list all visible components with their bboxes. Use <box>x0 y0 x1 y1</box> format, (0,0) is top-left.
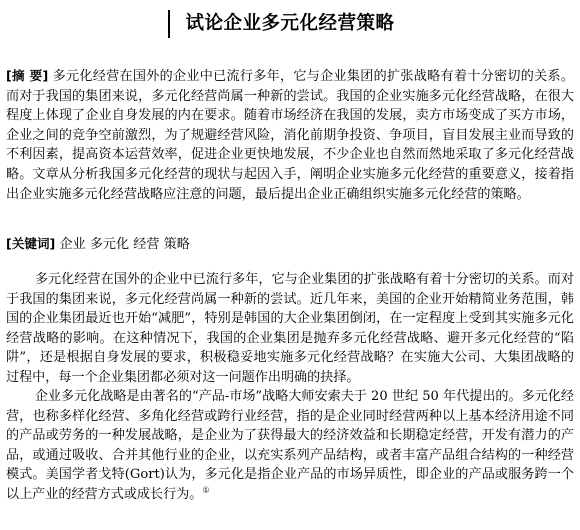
body-paragraph-1: 多元化经营在国外的企业中已流行多年，它与企业集团的扩张战略有着十分密切的关系。而对于我国的集团来说，多元化经营尚属一种新的尝试。近几年来，美国的企业开始精简业务范围，韩国的企业集团最近也开始“减肥”，特别是韩国的大企业集团倒闭，在一定程度上受到其实施多元化经营战略的影响。在这种情况下，我国的企业集团是抛弃多元化经营战略、避开多元化经营的“陷阱”，还是根据自身发展的要求，积极稳妥地实施多元化经营战略？在实施大公司、大集团战略的过程中，每一个企业集团都必须对这一问题作出明确的抉择。 <box>6 272 574 385</box>
abstract <box>6 66 574 204</box>
keywords <box>6 234 190 255</box>
body-paragraph-2 <box>6 387 574 505</box>
footnote-marker: ① <box>202 485 210 495</box>
keywords-text: 企业 多元化 经营 策略 <box>59 237 190 252</box>
abstract-text: 多元化经营在国外的企业中已流行多年，它与企业集团的扩张战略有着十分密切的关系。而对于我国的集团来说，多元化经营尚属一种新的尝试。我国的企业实施多元化经营战略，在很大程度上体现了企业自身发展的内在要求。随着市场经济在我国的发展，卖方市场变成了买方市场，企业之间的竞争空前激烈，为了规避经营风险，消化前期争投资、争项目，盲目发展主业而导致的不利因素，提高资本运营效率，促进企业更快地发展，不少企业也自然而然地采取了多元化经营战略。文章从分析我国多元化经营的现状与起因入手，阐明企业实施多元化经营的重要意义，接着指出企业实施多元化经营战略应注意的问题，最后提出企业正确组织实施多元化经营的策略。 <box>6 69 575 202</box>
body-paragraph-2-text: 企业多元化战略是由著名的“产品-市场”战略大师安索夫于 20 世纪 50 年代提出的。多元化经营，也称多样化经营、多角化经营或跨行业经营，指的是企业同时经营两种以上基本经济用途不同的产品或劳务的一种发展战略，是企业为了获得最大的经济效益和长期稳定经营，开发有潜力的产品，或通过吸收、合并其他行业的企业，以充实系列产品结构，或者丰富产品组合结构的一种经营模式。美国学者戈特(Gort)认为，多元化是指企业产品的市场异质性，即企业的产品或服务跨一个以上产业的经营方式或成长行为。 <box>6 389 574 502</box>
abstract-label: [摘 要] <box>6 68 49 83</box>
document-title: 试论企业多元化经营策略 <box>185 13 395 34</box>
keywords-label: [关键词] <box>6 236 56 251</box>
